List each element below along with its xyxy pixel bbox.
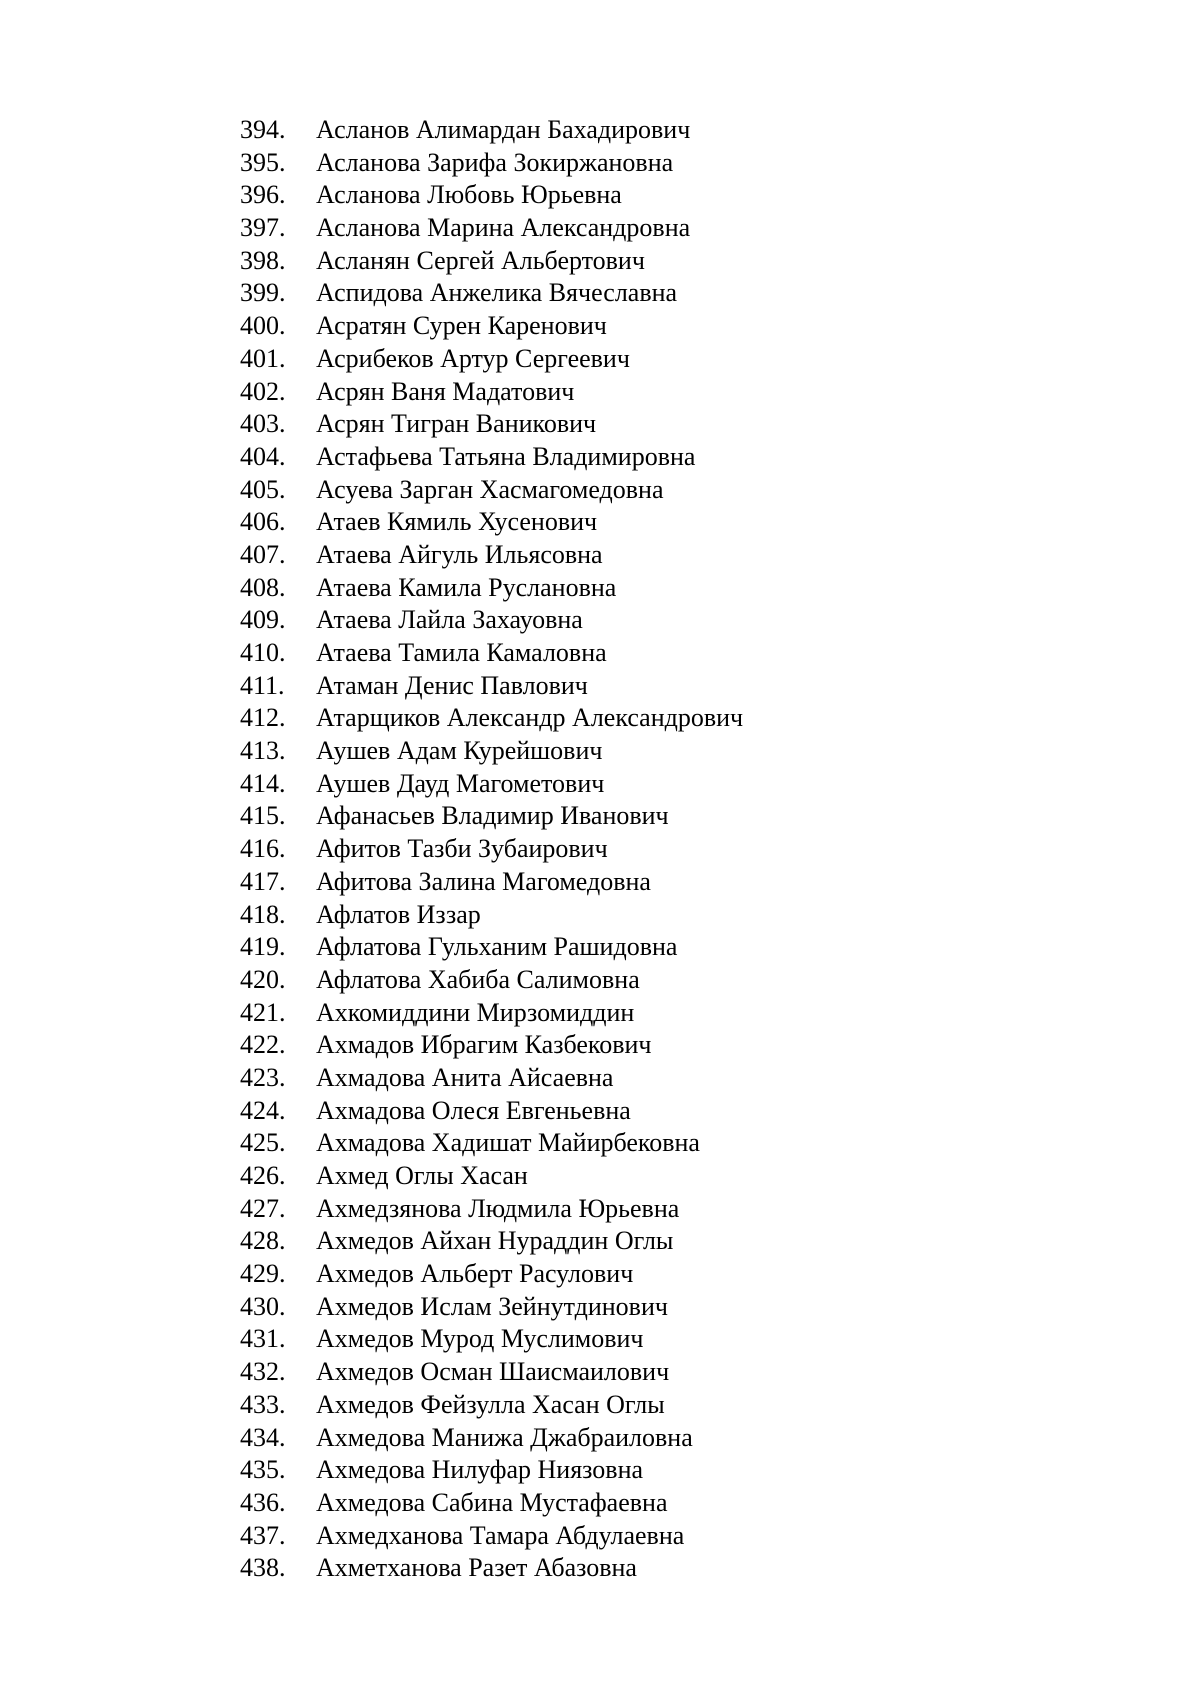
item-name: Асланова Любовь Юрьевна <box>316 180 622 210</box>
item-number: 408. <box>240 572 286 602</box>
item-number: 428. <box>240 1226 286 1256</box>
item-number: 415. <box>240 801 286 831</box>
list-item <box>240 964 743 997</box>
list-item <box>240 997 743 1030</box>
item-number: 434. <box>240 1422 286 1452</box>
item-number: 437. <box>240 1520 286 1550</box>
item-name: Асланова Марина Александровна <box>316 213 691 243</box>
list-item <box>240 1291 743 1324</box>
list-item <box>240 1062 743 1095</box>
list-item <box>240 1095 743 1128</box>
item-name: Афитов Тазби Зубаирович <box>316 834 608 864</box>
item-number: 417. <box>240 866 286 896</box>
list-item <box>240 506 743 539</box>
item-number: 419. <box>240 932 286 962</box>
item-name: Ахмадов Ибрагим Казбекович <box>316 1030 652 1060</box>
item-name: Ахмадова Хадишат Майирбековна <box>316 1128 700 1158</box>
list-item <box>240 1160 743 1193</box>
item-name: Аушев Адам Курейшович <box>316 736 603 766</box>
item-number: 410. <box>240 638 286 667</box>
item-name: Ахмедова Нилуфар Ниязовна <box>316 1455 644 1485</box>
item-number: 406. <box>240 507 286 537</box>
item-number: 400. <box>240 311 286 341</box>
item-name: Асуева Зарган Хасмагомедовна <box>316 474 664 504</box>
list-item <box>240 768 743 801</box>
list-item <box>240 1029 743 1062</box>
item-number: 424. <box>240 1095 286 1125</box>
item-number: 416. <box>240 834 286 864</box>
item-name: Асрян Ваня Мадатович <box>316 376 575 406</box>
list-item <box>240 179 743 212</box>
item-name: Асланов Алимардан Бахадирович <box>316 115 691 144</box>
list-item <box>240 604 743 637</box>
list-item <box>240 441 743 474</box>
list-item <box>240 899 743 932</box>
item-number: 411. <box>240 670 285 700</box>
item-name: Ахмедова Сабина Мустафаевна <box>316 1487 668 1517</box>
list-item <box>240 1258 743 1291</box>
list-item <box>240 474 743 507</box>
list-item <box>240 539 743 572</box>
item-number: 414. <box>240 768 286 798</box>
item-name: Атаева Айгуль Ильясовна <box>316 539 603 569</box>
list-item <box>240 1389 743 1422</box>
item-name: Аушев Дауд Магометович <box>316 768 605 798</box>
item-number: 407. <box>240 539 286 569</box>
item-number: 403. <box>240 409 286 439</box>
item-number: 429. <box>240 1259 286 1289</box>
item-name: Ахмедзянова Людмила Юрьевна <box>316 1193 680 1223</box>
item-name: Атаева Лайла Захауовна <box>316 605 583 635</box>
item-number: 401. <box>240 343 286 373</box>
list-item <box>240 1127 743 1160</box>
item-name: Аспидова Анжелика Вячеславна <box>316 278 678 308</box>
item-name: Афлатова Хабиба Салимовна <box>316 964 640 994</box>
list-item <box>240 1454 743 1487</box>
item-number: 423. <box>240 1062 286 1092</box>
item-name: Ахмедов Альберт Расулович <box>316 1259 634 1289</box>
list-item <box>240 931 743 964</box>
list-item <box>240 408 743 441</box>
item-number: 421. <box>240 997 286 1027</box>
item-name: Ахметханова Разет Абазовна <box>316 1553 637 1583</box>
item-number: 404. <box>240 441 286 471</box>
list-item <box>240 147 743 180</box>
item-name: Астафьева Татьяна Владимировна <box>316 441 696 471</box>
item-name: Атаман Денис Павлович <box>316 670 588 700</box>
item-name: Асратян Сурен Каренович <box>316 311 607 341</box>
item-number: 425. <box>240 1128 286 1158</box>
item-number: 422. <box>240 1030 286 1060</box>
item-number: 413. <box>240 736 286 766</box>
list-item <box>240 637 743 670</box>
list-item <box>240 343 743 376</box>
item-number: 399. <box>240 278 286 308</box>
list-item <box>240 735 743 768</box>
item-name: Ахмедханова Тамара Абдулаевна <box>316 1520 685 1550</box>
list-item <box>240 866 743 899</box>
list-item <box>240 376 743 409</box>
list-item <box>240 1487 743 1520</box>
item-number: 394. <box>240 115 286 144</box>
item-number: 418. <box>240 899 286 929</box>
list-item <box>240 114 743 147</box>
item-number: 433. <box>240 1389 286 1419</box>
item-name: Ахмедова Манижа Джабраиловна <box>316 1422 693 1452</box>
item-number: 396. <box>240 180 286 210</box>
list-item <box>240 833 743 866</box>
item-name: Ахмадова Анита Айсаевна <box>316 1062 614 1092</box>
item-name: Ахмадова Олеся Евгеньевна <box>316 1095 631 1125</box>
item-name: Афлатов Иззар <box>316 899 481 929</box>
numbered-name-list <box>240 114 743 1585</box>
item-name: Асрибеков Артур Сергеевич <box>316 343 630 373</box>
item-name: Ахмед Оглы Хасан <box>316 1161 528 1190</box>
item-number: 395. <box>240 147 286 177</box>
item-number: 420. <box>240 964 286 994</box>
list-item <box>240 212 743 245</box>
item-name: Атаева Камила Руслановна <box>316 572 617 602</box>
item-name: Ахмедов Фейзулла Хасан Оглы <box>316 1389 665 1419</box>
list-item <box>240 277 743 310</box>
list-item <box>240 1552 743 1585</box>
item-number: 402. <box>240 376 286 406</box>
item-name: Атаева Тамила Камаловна <box>316 638 607 667</box>
item-name: Ахмедов Ислам Зейнутдинович <box>316 1291 668 1321</box>
item-name: Афанасьев Владимир Иванович <box>316 801 669 831</box>
list-item <box>240 1193 743 1226</box>
item-name: Афитова Залина Магомедовна <box>316 866 651 896</box>
list-item <box>240 702 743 735</box>
list-item <box>240 245 743 278</box>
item-number: 397. <box>240 213 286 243</box>
item-name: Афлатова Гульханим Рашидовна <box>316 932 678 962</box>
list-item <box>240 1323 743 1356</box>
list-item <box>240 572 743 605</box>
item-name: Ахкомиддини Мирзомиддин <box>316 997 635 1027</box>
list-item <box>240 1356 743 1389</box>
item-number: 427. <box>240 1193 286 1223</box>
item-name: Асланян Сергей Альбертович <box>316 245 645 275</box>
item-number: 405. <box>240 474 286 504</box>
list-item <box>240 1422 743 1455</box>
list-item <box>240 1225 743 1258</box>
item-number: 436. <box>240 1487 286 1517</box>
item-number: 438. <box>240 1553 286 1583</box>
item-number: 398. <box>240 245 286 275</box>
item-name: Атаев Кямиль Хусенович <box>316 507 598 537</box>
list-item <box>240 800 743 833</box>
item-name: Ахмедов Осман Шаисмаилович <box>316 1357 670 1387</box>
item-number: 431. <box>240 1324 286 1354</box>
item-name: Атарщиков Александр Александрович <box>316 703 744 733</box>
item-number: 409. <box>240 605 286 635</box>
item-name: Ахмедов Мурод Муслимович <box>316 1324 644 1354</box>
item-name: Асланова Зарифа Зокиржановна <box>316 147 674 177</box>
item-number: 435. <box>240 1455 286 1485</box>
item-name: Асрян Тигран Ваникович <box>316 409 597 439</box>
item-number: 430. <box>240 1291 286 1321</box>
item-name: Ахмедов Айхан Нураддин Оглы <box>316 1226 674 1256</box>
item-number: 426. <box>240 1161 286 1190</box>
list-item <box>240 670 743 703</box>
list-item <box>240 1520 743 1553</box>
list-item <box>240 310 743 343</box>
item-number: 412. <box>240 703 286 733</box>
item-number: 432. <box>240 1357 286 1387</box>
